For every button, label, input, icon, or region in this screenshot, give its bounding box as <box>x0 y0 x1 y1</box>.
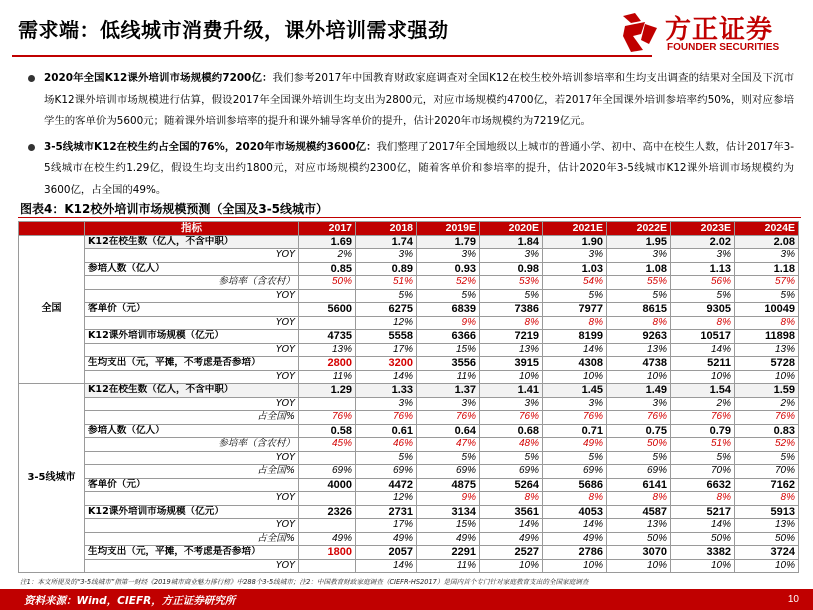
row-label: YOY <box>85 451 299 465</box>
value-cell: 50% <box>671 532 735 546</box>
value-cell: 0.89 <box>356 262 417 276</box>
value-cell: 9% <box>417 492 480 506</box>
value-cell: 76% <box>671 411 735 425</box>
value-cell: 69% <box>480 465 543 479</box>
value-cell: 1.33 <box>356 384 417 398</box>
value-cell <box>299 451 356 465</box>
header-year: 2020E <box>480 222 543 236</box>
row-label: YOY <box>85 289 299 303</box>
row-label: 参培人数（亿人） <box>85 262 299 276</box>
row-label: YOY <box>85 370 299 384</box>
value-cell: 13% <box>735 519 799 533</box>
header-region-cell <box>19 222 85 236</box>
logo-name-en: FOUNDER SECURITIES <box>667 42 780 53</box>
value-cell: 1.45 <box>543 384 607 398</box>
value-cell: 3915 <box>480 357 543 371</box>
value-cell: 46% <box>356 438 417 452</box>
value-cell: 3% <box>671 249 735 263</box>
table-row <box>19 424 799 438</box>
value-cell <box>299 559 356 573</box>
header-year: 2022E <box>607 222 671 236</box>
value-cell: 14% <box>356 559 417 573</box>
value-cell: 53% <box>480 276 543 290</box>
value-cell: 3% <box>607 249 671 263</box>
value-cell: 9305 <box>671 303 735 317</box>
value-cell: 6275 <box>356 303 417 317</box>
value-cell: 3% <box>356 249 417 263</box>
value-cell: 50% <box>299 276 356 290</box>
value-cell <box>299 519 356 533</box>
row-label: K12在校生数（亿人，不含中职） <box>85 384 299 398</box>
value-cell: 2.02 <box>671 235 735 249</box>
value-cell: 3382 <box>671 546 735 560</box>
row-label: 客单价（元） <box>85 303 299 317</box>
value-cell: 2786 <box>543 546 607 560</box>
value-cell: 13% <box>735 343 799 357</box>
value-cell: 13% <box>480 343 543 357</box>
value-cell: 0.79 <box>671 424 735 438</box>
value-cell: 4738 <box>607 357 671 371</box>
table-row <box>19 478 799 492</box>
value-cell: 5211 <box>671 357 735 371</box>
row-label: 生均支出（元，平摊，不考虑是否参培） <box>85 357 299 371</box>
value-cell: 5728 <box>735 357 799 371</box>
value-cell: 4587 <box>607 505 671 519</box>
table-row <box>19 384 799 398</box>
row-label: YOY <box>85 397 299 411</box>
value-cell: 49% <box>356 532 417 546</box>
value-cell: 3% <box>417 397 480 411</box>
value-cell: 14% <box>356 370 417 384</box>
value-cell: 4875 <box>417 478 480 492</box>
value-cell: 8% <box>607 316 671 330</box>
value-cell: 3% <box>356 397 417 411</box>
value-cell: 69% <box>607 465 671 479</box>
value-cell: 3% <box>480 397 543 411</box>
value-cell: 50% <box>607 438 671 452</box>
table-row <box>19 249 799 263</box>
value-cell: 15% <box>417 519 480 533</box>
table-row <box>19 370 799 384</box>
value-cell: 5% <box>543 289 607 303</box>
value-cell: 14% <box>543 519 607 533</box>
value-cell: 1.95 <box>607 235 671 249</box>
value-cell: 69% <box>356 465 417 479</box>
value-cell: 5217 <box>671 505 735 519</box>
value-cell: 17% <box>356 519 417 533</box>
value-cell: 1.13 <box>671 262 735 276</box>
value-cell: 1.18 <box>735 262 799 276</box>
table-row <box>19 451 799 465</box>
value-cell: 5558 <box>356 330 417 344</box>
row-label: 参培率（含农村） <box>85 438 299 452</box>
header-year: 2019E <box>417 222 480 236</box>
value-cell: 76% <box>299 411 356 425</box>
value-cell: 14% <box>543 343 607 357</box>
value-cell: 3% <box>543 397 607 411</box>
value-cell: 57% <box>735 276 799 290</box>
value-cell: 49% <box>417 532 480 546</box>
row-label: K12课外培训市场规模（亿元） <box>85 330 299 344</box>
value-cell: 3% <box>417 249 480 263</box>
value-cell: 12% <box>356 316 417 330</box>
value-cell: 2.08 <box>735 235 799 249</box>
row-label: 占全国% <box>85 411 299 425</box>
value-cell: 2% <box>299 249 356 263</box>
value-cell <box>299 492 356 506</box>
table-row <box>19 262 799 276</box>
value-cell: 2057 <box>356 546 417 560</box>
row-label: 占全国% <box>85 465 299 479</box>
row-label: YOY <box>85 343 299 357</box>
header-year: 2021E <box>543 222 607 236</box>
value-cell: 11898 <box>735 330 799 344</box>
value-cell: 5686 <box>543 478 607 492</box>
table-row <box>19 343 799 357</box>
value-cell: 17% <box>356 343 417 357</box>
value-cell: 1.29 <box>299 384 356 398</box>
row-label: YOY <box>85 492 299 506</box>
bullet-head: 3-5线城市K12在校生约占全国的76%，2020年市场规模约3600亿： <box>44 140 377 153</box>
value-cell: 10% <box>480 559 543 573</box>
header-index-cell: 指标 <box>85 222 299 236</box>
value-cell: 5% <box>356 289 417 303</box>
value-cell: 3724 <box>735 546 799 560</box>
row-label: K12在校生数（亿人，不含中职） <box>85 235 299 249</box>
region-cell: 全国 <box>19 235 85 384</box>
value-cell: 76% <box>480 411 543 425</box>
value-cell: 49% <box>480 532 543 546</box>
value-cell: 5264 <box>480 478 543 492</box>
value-cell: 50% <box>607 532 671 546</box>
value-cell: 10% <box>543 559 607 573</box>
value-cell: 2% <box>671 397 735 411</box>
value-cell: 10% <box>543 370 607 384</box>
value-cell: 13% <box>607 519 671 533</box>
founder-logo-icon <box>619 10 663 56</box>
value-cell: 4472 <box>356 478 417 492</box>
value-cell <box>299 316 356 330</box>
value-cell: 6632 <box>671 478 735 492</box>
value-cell: 11% <box>417 370 480 384</box>
value-cell: 5% <box>671 451 735 465</box>
value-cell: 70% <box>735 465 799 479</box>
footnote: 注1：本文所提及的“3-5线城市”指第一财经《2019城市商业魅力排行榜》中288个3-5线城市；注2：中国教育财政家庭调查（CIEFR-HS2017）是国内首个专门针对家庭教育支出的全国家庭调查 <box>20 578 589 586</box>
value-cell: 0.64 <box>417 424 480 438</box>
value-cell: 8% <box>671 492 735 506</box>
value-cell: 70% <box>671 465 735 479</box>
value-cell: 49% <box>543 532 607 546</box>
value-cell: 3% <box>543 249 607 263</box>
row-label: YOY <box>85 559 299 573</box>
value-cell: 7977 <box>543 303 607 317</box>
value-cell: 0.98 <box>480 262 543 276</box>
market-size-table <box>18 221 799 573</box>
value-cell: 5% <box>735 451 799 465</box>
value-cell: 11% <box>417 559 480 573</box>
value-cell: 15% <box>417 343 480 357</box>
value-cell: 4053 <box>543 505 607 519</box>
table-row <box>19 357 799 371</box>
value-cell: 8% <box>543 492 607 506</box>
region-cell: 3-5线城市 <box>19 384 85 573</box>
value-cell: 10% <box>735 370 799 384</box>
value-cell: 1.54 <box>671 384 735 398</box>
value-cell: 7162 <box>735 478 799 492</box>
value-cell: 8615 <box>607 303 671 317</box>
value-cell: 0.61 <box>356 424 417 438</box>
row-label: 客单价（元） <box>85 478 299 492</box>
title-rule <box>12 55 652 57</box>
source-text: 资料来源：Wind，CIEFR，方正证券研究所 <box>24 595 236 607</box>
value-cell: 10% <box>735 559 799 573</box>
figure-rule <box>18 217 801 218</box>
table-row <box>19 411 799 425</box>
value-cell: 1.37 <box>417 384 480 398</box>
row-label: 生均支出（元，平摊，不考虑是否参培） <box>85 546 299 560</box>
value-cell: 14% <box>671 343 735 357</box>
table-row <box>19 465 799 479</box>
row-label: YOY <box>85 249 299 263</box>
value-cell: 8% <box>543 316 607 330</box>
table-row <box>19 532 799 546</box>
value-cell: 0.83 <box>735 424 799 438</box>
header-year: 2024E <box>735 222 799 236</box>
value-cell: 5% <box>607 289 671 303</box>
value-cell: 0.71 <box>543 424 607 438</box>
value-cell: 8% <box>671 316 735 330</box>
table-row <box>19 505 799 519</box>
value-cell: 45% <box>299 438 356 452</box>
value-cell: 1.49 <box>607 384 671 398</box>
value-cell: 5% <box>543 451 607 465</box>
header-year: 2023E <box>671 222 735 236</box>
value-cell: 1.90 <box>543 235 607 249</box>
value-cell: 76% <box>417 411 480 425</box>
bullet-body: 我们整理了2017年全国地级以上城市的普通小学、初中、高中在校生人数，估计2017年3-5线城市在校生约1.29亿，假设生均支出约1800元，对应市场规模约2300亿，随着客单价和参培率的提升，估计2020年3-5线城市K12课外培训市场规模约为3600亿，占全国的49%。 <box>44 140 794 196</box>
value-cell: 51% <box>356 276 417 290</box>
table-body <box>19 235 799 573</box>
row-label: YOY <box>85 519 299 533</box>
row-label: YOY <box>85 316 299 330</box>
table-row <box>19 438 799 452</box>
value-cell: 3556 <box>417 357 480 371</box>
value-cell: 8% <box>735 492 799 506</box>
value-cell: 3% <box>480 249 543 263</box>
table-row <box>19 546 799 560</box>
table-row <box>19 519 799 533</box>
value-cell: 13% <box>299 343 356 357</box>
value-cell: 69% <box>299 465 356 479</box>
value-cell: 76% <box>607 411 671 425</box>
value-cell: 0.85 <box>299 262 356 276</box>
value-cell: 5% <box>480 451 543 465</box>
value-cell: 69% <box>543 465 607 479</box>
value-cell: 6366 <box>417 330 480 344</box>
bullet-national-market <box>24 68 794 133</box>
value-cell: 14% <box>671 519 735 533</box>
value-cell: 3200 <box>356 357 417 371</box>
value-cell: 9263 <box>607 330 671 344</box>
row-label: 占全国% <box>85 532 299 546</box>
value-cell: 7386 <box>480 303 543 317</box>
header-year: 2018 <box>356 222 417 236</box>
company-logo <box>619 6 799 60</box>
value-cell: 49% <box>543 438 607 452</box>
bullet-dot-icon <box>28 75 35 82</box>
bullet-lower-tier-market <box>24 137 794 202</box>
bullet-list <box>24 68 794 202</box>
value-cell: 5% <box>356 451 417 465</box>
value-cell: 1800 <box>299 546 356 560</box>
value-cell: 54% <box>543 276 607 290</box>
value-cell: 0.93 <box>417 262 480 276</box>
value-cell: 49% <box>299 532 356 546</box>
value-cell: 11% <box>299 370 356 384</box>
bullet-head: 2020年全国K12课外培训市场规模约7200亿： <box>44 72 273 84</box>
value-cell: 10517 <box>671 330 735 344</box>
value-cell: 8% <box>735 316 799 330</box>
value-cell: 51% <box>671 438 735 452</box>
value-cell: 13% <box>607 343 671 357</box>
value-cell: 10% <box>671 370 735 384</box>
row-label: 参培人数（亿人） <box>85 424 299 438</box>
value-cell: 52% <box>417 276 480 290</box>
value-cell: 3070 <box>607 546 671 560</box>
value-cell: 5% <box>607 451 671 465</box>
value-cell: 7219 <box>480 330 543 344</box>
value-cell: 1.03 <box>543 262 607 276</box>
value-cell: 6141 <box>607 478 671 492</box>
value-cell: 2527 <box>480 546 543 560</box>
table-row <box>19 316 799 330</box>
value-cell <box>299 397 356 411</box>
table-row <box>19 235 799 249</box>
value-cell: 2291 <box>417 546 480 560</box>
value-cell: 2800 <box>299 357 356 371</box>
value-cell: 0.58 <box>299 424 356 438</box>
logo-name-cn: 方正证券 <box>665 15 774 45</box>
value-cell: 3134 <box>417 505 480 519</box>
value-cell: 4308 <box>543 357 607 371</box>
figure-title: 图表4：K12校外培训市场规模预测（全国及3-5线城市） <box>20 202 329 216</box>
value-cell: 10% <box>480 370 543 384</box>
value-cell: 5% <box>735 289 799 303</box>
value-cell: 4000 <box>299 478 356 492</box>
value-cell: 8% <box>607 492 671 506</box>
value-cell: 1.08 <box>607 262 671 276</box>
value-cell: 9% <box>417 316 480 330</box>
value-cell: 5600 <box>299 303 356 317</box>
value-cell: 1.79 <box>417 235 480 249</box>
value-cell: 12% <box>356 492 417 506</box>
page-number: 10 <box>787 594 799 605</box>
value-cell: 55% <box>607 276 671 290</box>
bullet-dot-icon <box>28 144 35 151</box>
value-cell: 10% <box>671 559 735 573</box>
value-cell: 3561 <box>480 505 543 519</box>
value-cell: 50% <box>735 532 799 546</box>
value-cell: 1.74 <box>356 235 417 249</box>
value-cell <box>299 289 356 303</box>
bullet-body: 我们参考2017年中国教育财政家庭调查对全国K12在校生校外培训参培率和生均支出调查的结果对全国及下沉市场K12课外培训市场规模进行估算，假设2017年全国课外培训生均支出为2800元，对应市场规模约4700亿，若2017年全国课外培训参培率约50%，则对应参培学生的客单价为5600元；随着课外培训参培率的提升和课外辅导客单价的提升，估计2020年市场规模约为7219亿元。 <box>44 72 794 128</box>
value-cell: 5% <box>417 451 480 465</box>
value-cell: 2731 <box>356 505 417 519</box>
table-row <box>19 303 799 317</box>
value-cell: 2% <box>735 397 799 411</box>
value-cell: 56% <box>671 276 735 290</box>
value-cell: 10% <box>607 559 671 573</box>
value-cell: 1.69 <box>299 235 356 249</box>
value-cell: 3% <box>607 397 671 411</box>
value-cell: 5% <box>671 289 735 303</box>
value-cell: 14% <box>480 519 543 533</box>
row-label: 参培率（含农村） <box>85 276 299 290</box>
table-row <box>19 276 799 290</box>
page-title: 需求端：低线城市消费升级，课外培训需求强劲 <box>18 18 449 42</box>
value-cell: 5% <box>480 289 543 303</box>
value-cell: 5913 <box>735 505 799 519</box>
value-cell: 3% <box>735 249 799 263</box>
table-row <box>19 492 799 506</box>
value-cell: 1.41 <box>480 384 543 398</box>
value-cell: 48% <box>480 438 543 452</box>
table-row <box>19 289 799 303</box>
row-label: K12课外培训市场规模（亿元） <box>85 505 299 519</box>
value-cell: 76% <box>543 411 607 425</box>
value-cell: 47% <box>417 438 480 452</box>
value-cell: 2326 <box>299 505 356 519</box>
value-cell: 5% <box>417 289 480 303</box>
value-cell: 69% <box>417 465 480 479</box>
table-header-row <box>19 222 799 236</box>
value-cell: 8% <box>480 316 543 330</box>
table-row <box>19 330 799 344</box>
value-cell: 0.68 <box>480 424 543 438</box>
value-cell: 8% <box>480 492 543 506</box>
table-row <box>19 397 799 411</box>
value-cell: 76% <box>735 411 799 425</box>
table-row <box>19 559 799 573</box>
value-cell: 6839 <box>417 303 480 317</box>
value-cell: 1.59 <box>735 384 799 398</box>
value-cell: 8199 <box>543 330 607 344</box>
header-year: 2017 <box>299 222 356 236</box>
value-cell: 52% <box>735 438 799 452</box>
value-cell: 0.75 <box>607 424 671 438</box>
value-cell: 10% <box>607 370 671 384</box>
value-cell: 76% <box>356 411 417 425</box>
value-cell: 10049 <box>735 303 799 317</box>
value-cell: 4735 <box>299 330 356 344</box>
value-cell: 1.84 <box>480 235 543 249</box>
